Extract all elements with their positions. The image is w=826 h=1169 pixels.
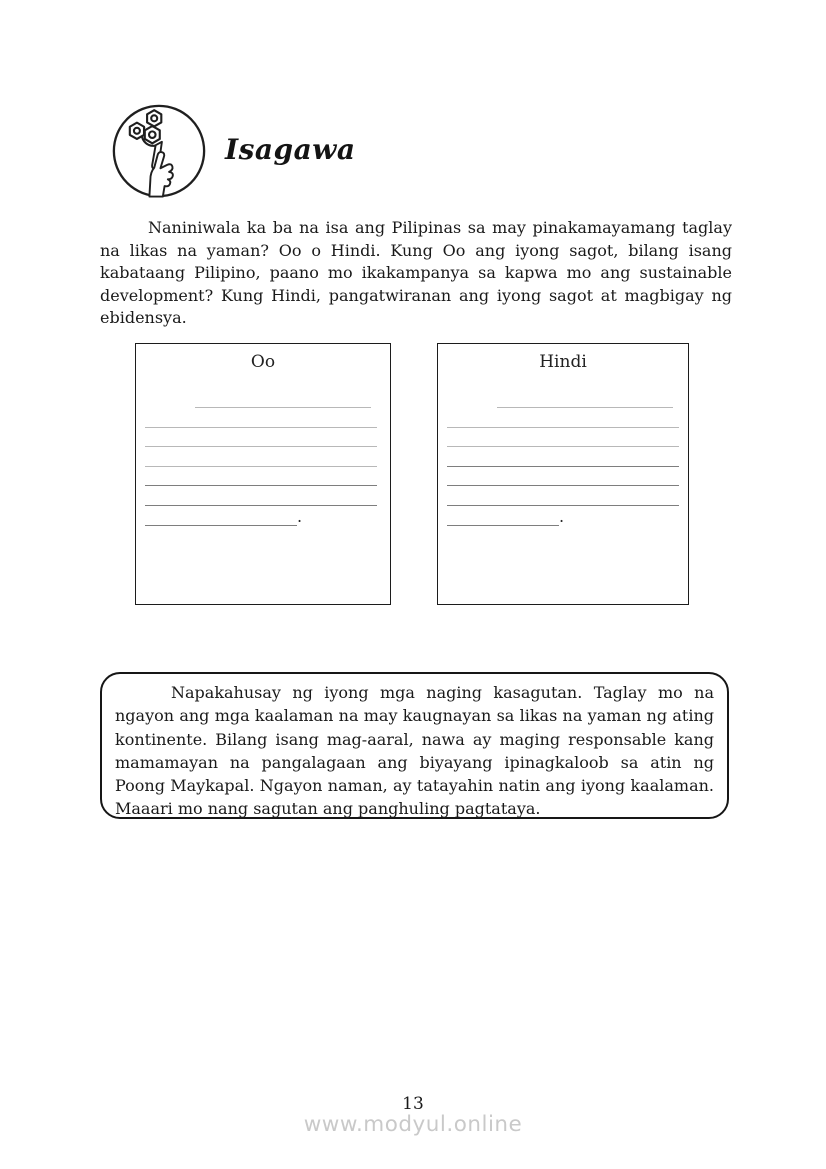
feedback-box: [100, 672, 729, 819]
blank-line: _____________________________: [447, 467, 679, 487]
page-number: 13: [402, 1094, 424, 1114]
watermark: www.modyul.online: [303, 1112, 523, 1137]
hand-wrench-icon: [111, 102, 207, 198]
answer-box-oo-blank-lines: [136, 389, 390, 526]
blank-line: ___________________.: [145, 506, 303, 526]
answer-box-hindi-title: Hindi: [539, 352, 587, 372]
blank-line: _____________________________: [145, 486, 377, 506]
blank-line: ______________________: [195, 389, 371, 408]
feedback-paragraph: Napakahusay ng iyong mga naging kasagutan. Taglay mo na ngayon ang mga kaalaman na may kaugnayan sa likas na yaman ng ating kontinente. Bilang isang mag-aaral, nawa ay maging responsable kang mamamayan na pangalagaan ang biyayang ipinagkaloob sa atin ng Poong Maykapal. Ngayon naman, ay tatayahin natin ang iyong kaalaman. Maaari mo nang sagutan ang panghuling pagtataya.: [115, 683, 714, 819]
blank-line: _____________________________: [145, 408, 377, 428]
blank-line: _____________________________: [145, 428, 377, 448]
blank-line: _____________________________: [447, 408, 679, 428]
blank-line: ______________________: [497, 389, 673, 408]
answer-box-hindi: [437, 343, 689, 605]
answer-box-oo-title: Oo: [250, 352, 276, 372]
blank-line: _____________________________: [145, 467, 377, 487]
answer-box-hindi-blank-lines: [438, 389, 688, 526]
blank-line: ______________.: [447, 506, 565, 526]
blank-line: _____________________________: [447, 447, 679, 467]
intro-paragraph: Naniniwala ka ba na isa ang Pilipinas sa may pinakamayamang taglay na likas na yaman? Oo o Hindi. Kung Oo ang iyong sagot, bilang isang kabataang Pilipino, paano mo ikakampanya sa kapwa mo ang sustainable development? Kung Hindi, pangatwiranan ang iyong sagot at magbigay ng ebidensya.: [100, 218, 732, 327]
answer-box-oo: [135, 343, 391, 605]
blank-line: _____________________________: [447, 428, 679, 448]
page-title: Isagawa: [225, 133, 356, 166]
blank-line: _____________________________: [447, 486, 679, 506]
blank-line: _____________________________: [145, 447, 377, 467]
